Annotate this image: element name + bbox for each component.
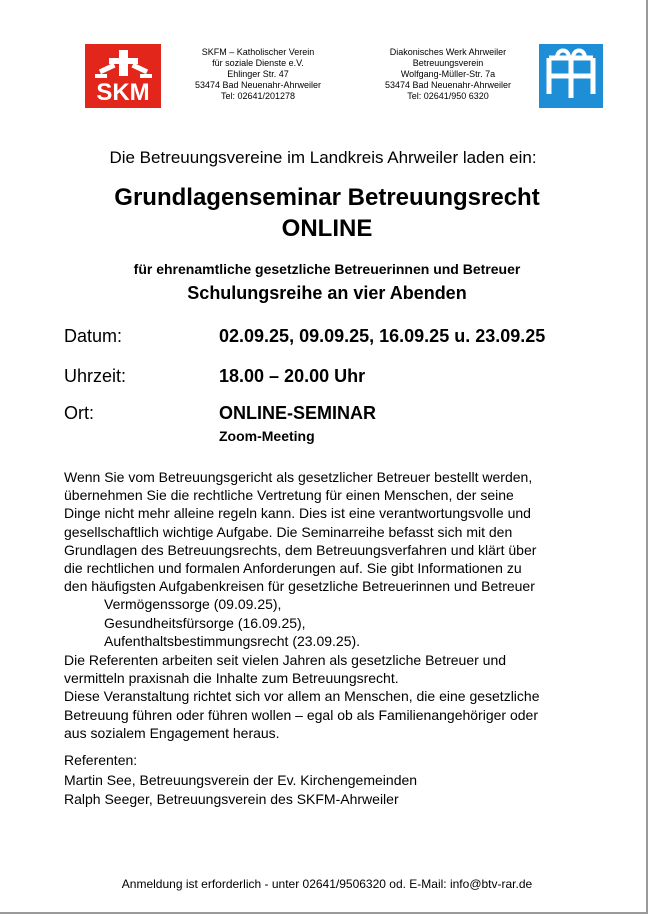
diakonie-logo-mark <box>539 44 603 108</box>
place-sub: Zoom-Meeting <box>219 428 315 444</box>
place-value: ONLINE-SEMINAR <box>219 403 376 423</box>
left-org-line: für soziale Dienste e.V. <box>212 58 304 68</box>
topic-item: Gesundheitsfürsorge (16.09.25), <box>104 614 306 631</box>
audience-line: Betreuung führen oder führen wollen – egal ob als Familienangehöriger oder <box>64 706 538 723</box>
description-line: Dinge nicht mehr alleine regeln kann. Dies ist eine verantwortungsvolle und <box>64 505 531 522</box>
left-org-line: SKFM – Katholischer Verein <box>201 47 315 57</box>
audience-line: Diese Veranstaltung richtet sich vor allem an Menschen, die eine gesetzliche <box>64 688 540 705</box>
date-value: 02.09.25, 09.09.25, 16.09.25 u. 23.09.25 <box>219 326 546 346</box>
diakonie-logo <box>539 44 603 108</box>
right-org-line: 53474 Bad Neuenahr-Ahrweiler <box>384 80 512 90</box>
audience-paragraph <box>64 651 604 742</box>
right-org-line: Betreuungsverein <box>412 58 484 68</box>
topic-item: Aufenthaltsbestimmungsrecht (23.09.25). <box>104 632 361 649</box>
description-line: die rechtlichen und formalen Anforderungen auf. Sie gibt Informationen zu <box>64 560 522 577</box>
audience-line: vermitteln praxisnah die Inhalte zum Betreuungsrecht. <box>64 670 399 687</box>
left-org-address <box>178 47 338 102</box>
intro-line: Die Betreuungsvereine im Landkreis Ahrweiler laden ein: <box>109 148 537 167</box>
left-org-line: 53474 Bad Neuenahr-Ahrweiler <box>194 80 322 90</box>
right-org-address <box>365 47 531 102</box>
time-label: Uhrzeit: <box>64 366 127 386</box>
description-line: Wenn Sie vom Betreuungsgericht als gesetzlicher Betreuer bestellt werden, <box>64 469 533 485</box>
skm-logo-text: SKM <box>96 79 150 106</box>
audience-line: aus sozialem Engagement heraus. <box>64 724 280 741</box>
title-line-2: ONLINE <box>281 215 373 242</box>
description-line: gesellschaftlich wichtige Aufgabe. Die Seminarreihe befasst sich mit den <box>64 523 513 540</box>
speakers-block <box>64 751 604 810</box>
speakers-label: Referenten: <box>64 752 138 768</box>
registration-footer: Anmeldung ist erforderlich - unter 02641/9506320 od. E-Mail: info@btv-rar.de <box>121 877 533 891</box>
right-org-line: Wolfgang-Müller-Str. 7a <box>400 69 496 79</box>
place-label: Ort: <box>64 403 94 423</box>
right-org-line: Tel: 02641/950 6320 <box>407 91 489 101</box>
skm-logo <box>85 44 161 108</box>
topic-item: Vermögenssorge (09.09.25), <box>104 596 282 613</box>
date-label: Datum: <box>64 326 123 346</box>
speaker-name: Ralph Seeger, Betreuungsverein des SKFM-Ahrweiler <box>64 791 399 807</box>
right-org-line: Diakonisches Werk Ahrweiler <box>389 47 507 57</box>
subtitle-2: Schulungsreihe an vier Abenden <box>187 283 467 303</box>
description-paragraph <box>64 468 604 650</box>
time-value: 18.00 – 20.00 Uhr <box>219 366 366 386</box>
left-org-line: Tel: 02641/201278 <box>220 91 296 101</box>
description-line: übernehmen Sie die rechtliche Vertretung für einen Menschen, der seine <box>64 487 514 504</box>
description-line: Grundlagen des Betreuungsrechts, dem Betreuungsverfahren und klärt über <box>64 541 537 558</box>
speaker-name: Martin See, Betreuungsverein der Ev. Kirchengemeinden <box>64 771 418 788</box>
audience-line: Die Referenten arbeiten seit vielen Jahren als gesetzliche Betreuer und <box>64 652 507 668</box>
subtitle-1: für ehrenamtliche gesetzliche Betreuerinnen und Betreuer <box>133 261 521 277</box>
title-line-1: Grundlagenseminar Betreuungsrecht <box>114 184 540 211</box>
description-line: den häufigsten Aufgabenkreisen für gesetzliche Betreuerinnen und Betreuer <box>64 578 535 595</box>
left-org-line: Ehlinger Str. 47 <box>227 69 289 79</box>
